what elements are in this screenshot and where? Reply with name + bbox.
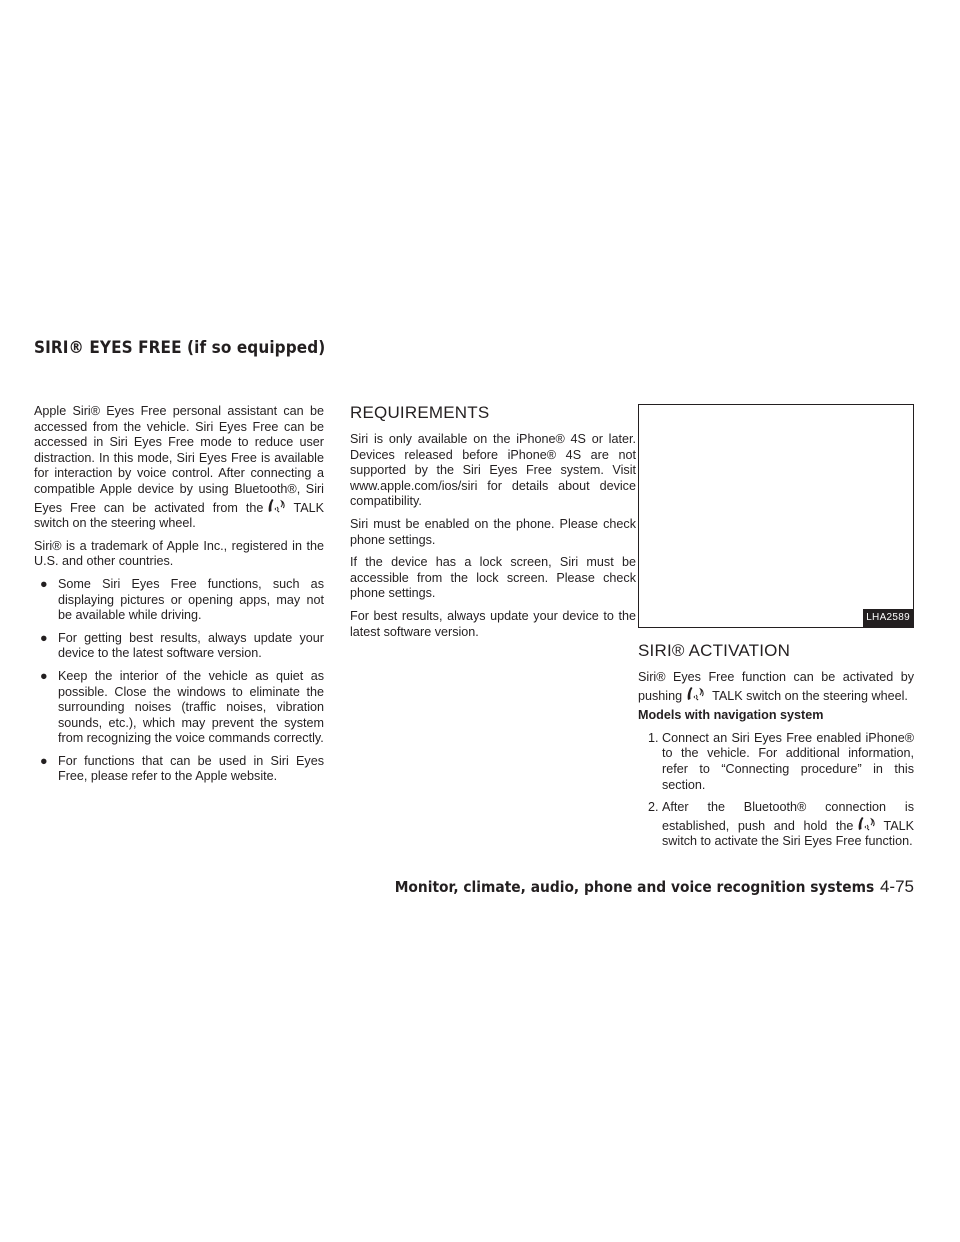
activation-heading: SIRI® ACTIVATION xyxy=(638,641,791,660)
chapter-title: Monitor, climate, audio, phone and voice recognition systems xyxy=(394,878,874,896)
illustration-frame xyxy=(638,404,914,628)
requirements-heading: REQUIREMENTS xyxy=(350,403,490,422)
list-item: ● For getting best results, always update your device to the latest software version. xyxy=(40,630,324,661)
notes-list xyxy=(34,577,324,785)
page-number: 4-75 xyxy=(879,877,914,896)
list-item: ● Keep the interior of the vehicle as quiet as possible. Close the windows to eliminate the surrounding noises (traffic noises, vibration sounds, etc.), which may prevent the system from recognizing the voice commands correctly. xyxy=(40,668,324,746)
requirements-paragraph: Siri is only available on the iPhone® 4S or later. Devices released before iPhone® 4S are not supported by the Siri Eyes Free system. Visit www.apple.com/ios/siri for details about device compatibility. xyxy=(350,432,636,509)
trademark-note: Siri® is a trademark of Apple Inc., registered in the U.S. and other countries. xyxy=(34,538,324,569)
column-activation xyxy=(638,404,914,857)
activation-paragraph: Siri® Eyes Free function can be activated by pushing TALK switch on the steering wheel. xyxy=(638,670,914,703)
section-title: SIRI® EYES FREE (if so equipped) xyxy=(34,338,326,358)
page-footer xyxy=(353,877,914,897)
steps-list xyxy=(638,731,914,850)
talk-switch-icon xyxy=(685,686,707,702)
list-item: 1. Connect an Siri Eyes Free enabled iPhone® to the vehicle. For additional information, refer to “Connecting procedure” in this section. xyxy=(648,730,914,792)
list-item: ● For functions that can be used in Siri Eyes Free, please refer to the Apple website. xyxy=(40,753,324,784)
column-intro xyxy=(34,404,324,792)
talk-switch-icon xyxy=(856,816,878,832)
list-item: ● Some Siri Eyes Free functions, such as displaying pictures or opening apps, may not be available while driving. xyxy=(40,576,324,623)
list-item: 2. After the Bluetooth® connection is established, push and hold the TALK switch to activate the Siri Eyes Free function. xyxy=(648,800,914,849)
requirements-paragraph: For best results, always update your device to the latest software version. xyxy=(350,608,636,639)
requirements-paragraph: If the device has a lock screen, Siri must be accessible from the lock screen. Please check phone settings. xyxy=(350,555,636,601)
column-requirements xyxy=(350,404,636,647)
subheading-navigation-models: Models with navigation system xyxy=(638,708,824,723)
figure-code: LHA2589 xyxy=(863,609,913,627)
talk-switch-icon xyxy=(266,498,288,514)
intro-paragraph: Apple Siri® Eyes Free personal assistant can be accessed from the vehicle. Siri Eyes Free can be accessed in Siri Eyes Free mode to reduce user distraction. In this mode, Siri Eyes Free is available for interaction by voice control. After connecting a compatible Apple device by using Bluetooth®, Siri Eyes Free can be activated from the TALK switch on the steering wheel. xyxy=(34,404,324,531)
requirements-paragraph: Siri must be enabled on the phone. Please check phone settings. xyxy=(350,516,636,547)
